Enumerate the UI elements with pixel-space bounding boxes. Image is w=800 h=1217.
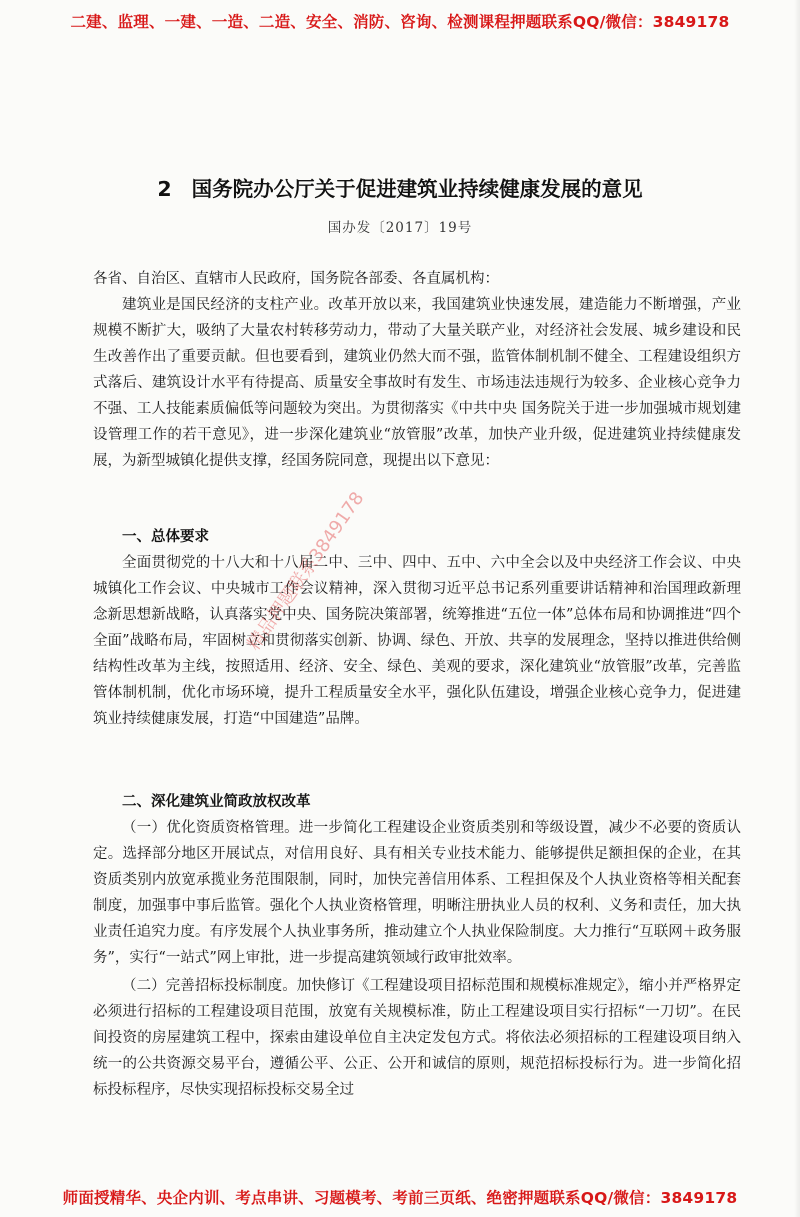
section-heading-general-requirements: 一、总体要求 <box>122 529 209 545</box>
bottom-ad-banner: 师面授精华、央企内训、考点串讲、习题模考、考前三页纸、绝密押题联系QQ/微信：3849178 <box>62 1189 738 1207</box>
addressee-line: 各省、自治区、直辖市人民政府，国务院各部委、各直属机构： <box>93 271 499 287</box>
section2-paragraph-2: （二）完善招标投标制度。加快修订《工程建设项目招标范围和规模标准规定》，缩小并严格界定必须进行招标的工程建设项目范围，放宽有关规模标准，防止工程建设项目实行招标“一刀切”。在民间投资的房屋建筑工程中，探索由建设单位自主决定发包方式。将依法必须招标的工程建设项目纳入统一的公共资源交易平台，遵循公平、公正、公开和诚信的原则，规范招标投标行为。进一步简化招标投标程序，尽快实现招标投标交易全过 <box>93 978 741 1098</box>
document-title <box>0 172 800 202</box>
intro-paragraph: 建筑业是国民经济的支柱产业。改革开放以来，我国建筑业快速发展，建造能力不断增强，产业规模不断扩大，吸纳了大量农村转移劳动力，带动了大量关联产业，对经济社会发展、城乡建设和民生改善作出了重要贡献。但也要看到，建筑业仍然大而不强，监管体制机制不健全、工程建设组织方式落后、建筑设计水平有待提高、质量安全事故时有发生、市场违法违规行为较多、企业核心竞争力不强、工人技能素质偏低等问题较为突出。为贯彻落实《中共中央 国务院关于进一步加强城市规划建设管理工作的若干意见》，进一步深化建筑业“放管服”改革，加快产业升级，促进建筑业持续健康发展，为新型城镇化提供支撑，经国务院同意，现提出以下意见： <box>93 297 741 469</box>
section1-paragraph: 全面贯彻党的十八大和十八届二中、三中、四中、五中、六中全会以及中央经济工作会议、中央城镇化工作会议、中央城市工作会议精神，深入贯彻习近平总书记系列重要讲话精神和治国理政新理念新思想新战略，认真落实党中央、国务院决策部署，统筹推进“五位一体”总体布局和协调推进“四个全面”战略布局，牢固树立和贯彻落实创新、协调、绿色、开放、共享的发展理念，坚持以推进供给侧结构性改革为主线，按照适用、经济、安全、绿色、美观的要求，深化建筑业“放管服”改革，完善监管体制机制，优化市场环境，提升工程质量安全水平，强化队伍建设，增强企业核心竞争力，促进建筑业持续健康发展，打造“中国建造”品牌。 <box>93 555 741 727</box>
diagonal-watermark: 精品押题联系3849178 <box>243 488 369 655</box>
intro-block <box>93 266 741 474</box>
section2-block <box>93 815 741 1103</box>
document-number: 2 <box>157 177 172 201</box>
section1-block <box>93 550 741 732</box>
document-title-text: 国务院办公厅关于促进建筑业持续健康发展的意见 <box>191 177 643 201</box>
top-ad-banner: 二建、监理、一建、一造、二造、安全、消防、咨询、检测课程押题联系QQ/微信：3849178 <box>70 13 730 31</box>
section-heading-reform: 二、深化建筑业简政放权改革 <box>122 794 311 810</box>
section2-paragraph-1: （一）优化资质资格管理。进一步简化工程建设企业资质类别和等级设置，减少不必要的资质认定。选择部分地区开展试点，对信用良好、具有相关专业技术能力、能够提供足额担保的企业，在其资质类别内放宽承揽业务范围限制，同时，加快完善信用体系、工程担保及个人执业资格等相关配套制度，加强事中事后监管。强化个人执业资格管理，明晰注册执业人员的权利、义务和责任，加大执业责任追究力度。有序发展个人执业事务所，推动建立个人执业保险制度。大力推行“互联网＋政务服务”，实行“一站式”网上审批，进一步提高建筑领域行政审批效率。 <box>93 820 741 966</box>
document-reference-number: 国办发〔2017〕19号 <box>327 220 473 236</box>
